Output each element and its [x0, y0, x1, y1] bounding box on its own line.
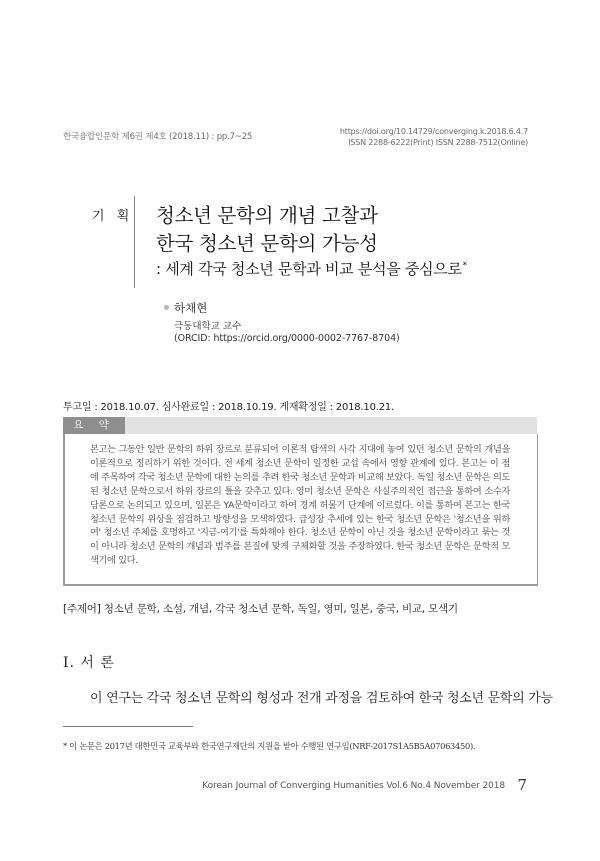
title-line-1: 청소년 문학의 개념 고찰과 [156, 204, 378, 227]
doi-link[interactable]: https://doi.org/10.14729/converging.k.2018.6.4.7 [339, 127, 528, 136]
issn-text: ISSN 2288-6222(Print) ISSN 2288-7512(Online) [348, 138, 528, 147]
author-name: 하채현 [174, 301, 208, 315]
keywords: [주제어] 청소년 문학, 소설, 개념, 각국 청소년 문학, 독일, 영미, 일본, 중국, 비교, 모색기 [63, 603, 458, 615]
footnote: * 이 논문은 2017년 대한민국 교육부와 한국연구재단의 지원을 받아 수행된 연구임(NRF-2017S1A5B5A07063450). [63, 741, 476, 751]
abstract-text: 본고는 그동안 일반 문학의 하위 장르로 분류되어 이론적 탐색의 사각 지대에 놓여 있던 청소년 문학의 개념을 이론적으로 정리하기 위한 것이다. 전 세계 청소년 문학이 일정한 교섭 속에서 영향 관계에 있다. 본고는 이 점에 주목하여 각국 청소년 문학에 대한 논의를 추려 한국 청소년 문학과 비교해 보았다. 독일 청소년 문학은 의도된 청소년 문학으로서 하위 장르의 틀을 갖추고 있다. 영미 청소년 문학은 사실주의적인 접근을 통하여 소수자 담론으로 논의되고 있으며, 일본은 YA문학이라고 하여 경계 허물기 단계에 이르렀다. 이를 통하여 본고는 한국 청소년 문학의 위상을 점검하고 방향성을 모색하였다. 급성장 추세에 있는 한국 청소년 문학은 '청소년을 위하여' 청소년 주체를 호명하고 '지금-여기'를 특화해야 한다. 청소년 문학이 아닌 것을 청소년 문학이라고 묶는 것이 아니라 청소년 문학의 개념과 범주를 본질에 맞게 구체화할 것을 주장하였다. 한국 청소년 문학은 문학적 모색기에 있다. [90, 444, 510, 567]
footnote-mark: * [462, 261, 467, 271]
section-heading: I. 서 론 [63, 655, 115, 671]
abstract-label: 요 약 [63, 417, 125, 434]
page-number: 7 [517, 776, 527, 794]
author-bullet-icon [164, 305, 169, 310]
body-paragraph: 이 연구는 각국 청소년 문학의 형성과 전개 과정을 검토하여 한국 청소년 문학의 가능 [90, 691, 553, 706]
footer-journal: Korean Journal of Converging Humanities Vol.6 No.4 November 2018 [202, 781, 505, 791]
title-line-2: 한국 청소년 문학의 가능성 [156, 232, 378, 255]
author-affiliation: 극동대학교 교수 [174, 321, 242, 332]
subtitle-text: : 세계 각국 청소년 문학과 비교 분석을 중심으로 [156, 260, 462, 278]
author-orcid[interactable]: (ORCID: https://orcid.org/0000-0002-7767-8704) [174, 333, 400, 344]
subtitle [156, 258, 467, 279]
section-tag: 기 획 [92, 209, 134, 224]
doi-block [340, 126, 528, 148]
vertical-divider [134, 196, 135, 288]
journal-citation: 한국융합인문학 제6권 제4호 (2018.11) : pp.7~25 [63, 132, 253, 142]
footnote-rule [63, 726, 193, 727]
abstract-header-bar [63, 417, 537, 434]
submission-dates: 투고일 : 2018.10.07. 심사완료일 : 2018.10.19. 게재확정일 : 2018.10.21. [63, 402, 395, 413]
